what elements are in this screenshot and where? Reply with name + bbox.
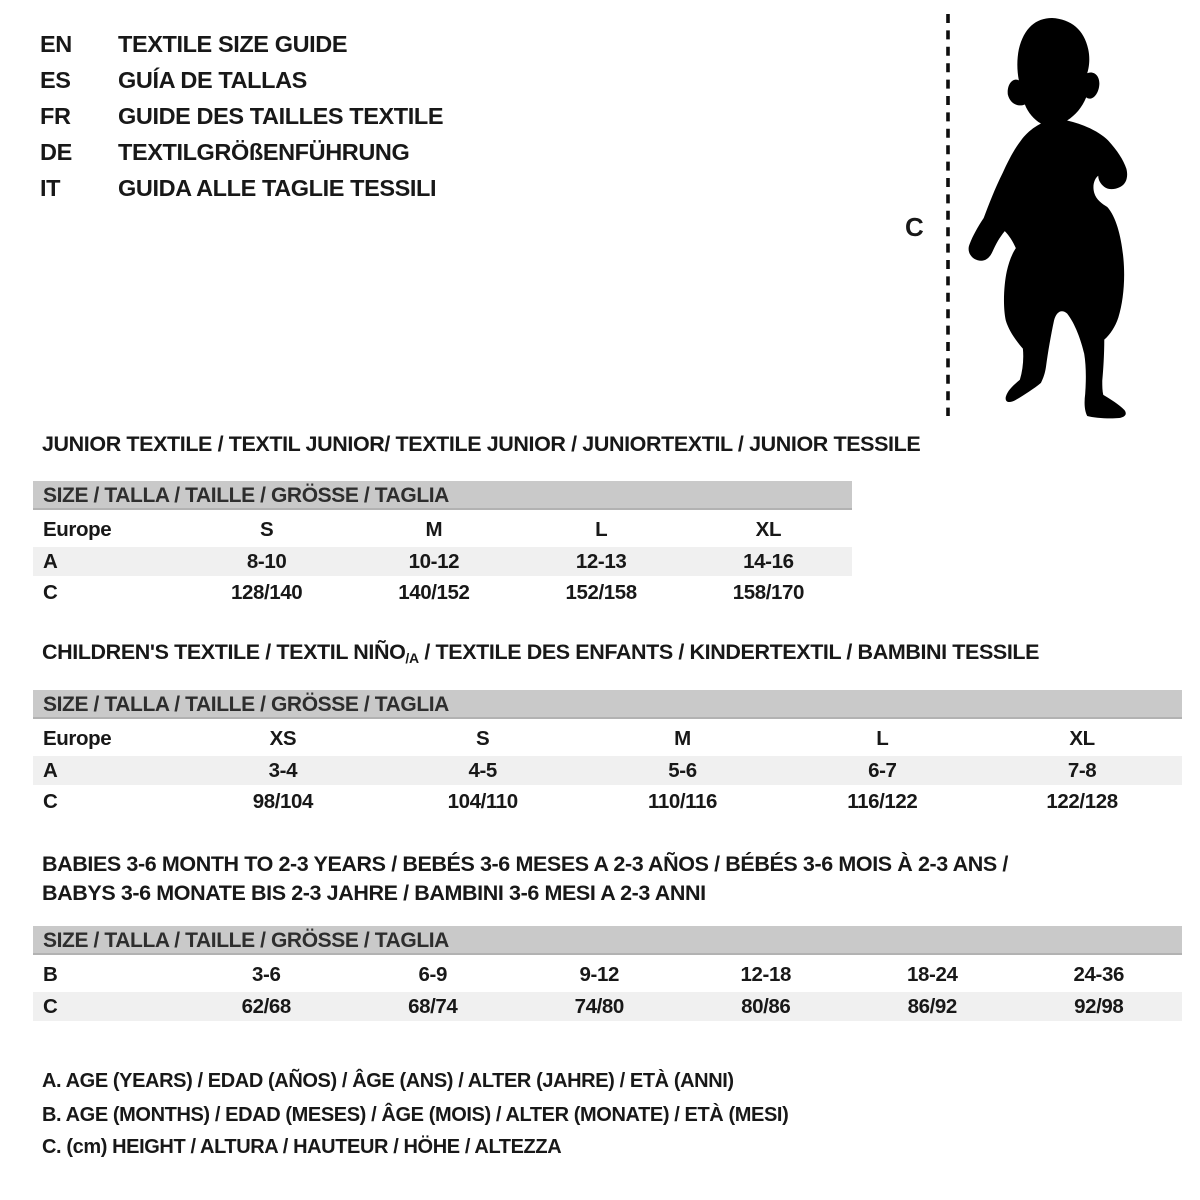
row-label: C bbox=[43, 995, 58, 1018]
table-row-age bbox=[33, 547, 852, 576]
lang-code: FR bbox=[40, 103, 71, 129]
lang-code: DE bbox=[40, 139, 72, 165]
junior-size-table bbox=[33, 481, 852, 610]
row-label: Europe bbox=[43, 518, 112, 541]
junior-table-title: JUNIOR TEXTILE / TEXTIL JUNIOR/ TEXTILE JUNIOR / JUNIORTEXTIL / JUNIOR TESSILE bbox=[42, 432, 921, 456]
lang-title: GUIDE DES TAILLES TEXTILE bbox=[118, 103, 444, 129]
lang-code: EN bbox=[40, 31, 72, 57]
table-row-europe bbox=[33, 513, 852, 547]
value-cell: 152/158 bbox=[565, 581, 637, 604]
value-cell: 128/140 bbox=[230, 581, 303, 604]
lang-title: GUÍA DE TALLAS bbox=[118, 67, 307, 93]
legend-age-years: A. AGE (YEARS) / EDAD (AÑOS) / ÂGE (ANS) / ALTER (JAHRE) / ETÀ (ANNI) bbox=[42, 1070, 734, 1092]
lang-row-it bbox=[40, 170, 443, 206]
size-cell: L bbox=[876, 727, 889, 750]
size-cell: XS bbox=[269, 727, 297, 750]
legend-height-cm: C. (cm) HEIGHT / ALTURA / HAUTEUR / HÖHE / ALTEZZA bbox=[42, 1136, 562, 1158]
size-header-bar: SIZE / TALLA / TAILLE / GRÖSSE / TAGLIA bbox=[33, 926, 1182, 955]
babies-size-table bbox=[33, 926, 1182, 1021]
lang-row-fr bbox=[40, 98, 443, 134]
value-cell: 5-6 bbox=[668, 759, 697, 782]
size-header-bar: SIZE / TALLA / TAILLE / GRÖSSE / TAGLIA bbox=[33, 690, 1182, 719]
value-cell: 62/68 bbox=[241, 995, 291, 1018]
value-cell: 74/80 bbox=[574, 995, 624, 1018]
size-cell: L bbox=[595, 518, 608, 541]
size-cell: XL bbox=[1069, 727, 1095, 750]
table-row-height bbox=[33, 785, 1182, 819]
table-row-age bbox=[33, 756, 1182, 785]
value-cell: 7-8 bbox=[1067, 759, 1097, 782]
table-row-months bbox=[33, 958, 1182, 992]
value-cell: 3-4 bbox=[268, 759, 298, 782]
value-cell: 24-36 bbox=[1073, 963, 1124, 986]
value-cell: 8-10 bbox=[246, 550, 287, 573]
children-title-pre: CHILDREN'S TEXTILE / TEXTIL NIÑO bbox=[42, 640, 406, 664]
value-cell: 6-7 bbox=[868, 759, 897, 782]
value-cell: 9-12 bbox=[579, 963, 619, 986]
value-cell: 12-18 bbox=[740, 963, 791, 986]
lang-title: TEXTILE SIZE GUIDE bbox=[118, 31, 348, 57]
value-cell: 116/122 bbox=[847, 790, 918, 813]
language-header bbox=[40, 26, 443, 206]
value-cell: 110/116 bbox=[647, 790, 718, 813]
children-table-title bbox=[42, 638, 1039, 669]
size-cell: S bbox=[476, 727, 490, 750]
row-label: A bbox=[43, 550, 58, 573]
size-cell: S bbox=[259, 518, 274, 541]
value-cell: 6-9 bbox=[418, 963, 447, 986]
value-cell: 80/86 bbox=[741, 995, 791, 1018]
lang-row-es bbox=[40, 62, 443, 98]
size-cell: M bbox=[674, 727, 691, 750]
value-cell: 3-6 bbox=[252, 963, 281, 986]
lang-title: GUIDA ALLE TAGLIE TESSILI bbox=[118, 175, 437, 201]
value-cell: 92/98 bbox=[1074, 995, 1124, 1018]
row-label: A bbox=[43, 759, 58, 782]
size-cell: XL bbox=[755, 518, 782, 541]
value-cell: 98/104 bbox=[252, 790, 314, 813]
lang-title: TEXTILGRÖßENFÜHRUNG bbox=[118, 139, 410, 165]
children-title-post: / TEXTILE DES ENFANTS / KINDERTEXTIL / BAMBINI TESSILE bbox=[418, 640, 1040, 664]
value-cell: 10-12 bbox=[408, 550, 460, 573]
size-header-bar: SIZE / TALLA / TAILLE / GRÖSSE / TAGLIA bbox=[33, 481, 852, 510]
value-cell: 158/170 bbox=[732, 581, 805, 604]
table-row-europe bbox=[33, 722, 1182, 756]
value-cell: 140/152 bbox=[398, 581, 470, 604]
row-label: C bbox=[43, 581, 58, 604]
size-cell: M bbox=[425, 518, 443, 541]
value-cell: 86/92 bbox=[907, 995, 957, 1018]
babies-table-title-line2: BABYS 3-6 MONATE BIS 2-3 JAHRE / BAMBINI 3-6 MESI A 2-3 ANNI bbox=[42, 881, 706, 905]
legend-age-months: B. AGE (MONTHS) / EDAD (MESES) / ÂGE (MOIS) / ALTER (MONATE) / ETÀ (MESI) bbox=[42, 1104, 789, 1126]
lang-code: ES bbox=[40, 67, 71, 93]
table-row-height bbox=[33, 992, 1182, 1021]
value-cell: 4-5 bbox=[468, 759, 497, 782]
value-cell: 18-24 bbox=[907, 963, 958, 986]
babies-table-title-line1: BABIES 3-6 MONTH TO 2-3 YEARS / BEBÉS 3-6 MESES A 2-3 AÑOS / BÉBÉS 3-6 MOIS À 2-3 ANS / bbox=[42, 852, 1008, 876]
table-row-height bbox=[33, 576, 852, 610]
children-title-sub: /A bbox=[405, 650, 419, 666]
value-cell: 12-13 bbox=[575, 550, 627, 573]
value-cell: 122/128 bbox=[1046, 790, 1118, 813]
value-cell: 14-16 bbox=[743, 550, 794, 573]
value-cell: 68/74 bbox=[408, 995, 458, 1018]
lang-code: IT bbox=[40, 175, 61, 201]
children-size-table bbox=[33, 690, 1182, 819]
height-measure-line-icon bbox=[945, 14, 951, 416]
lang-row-de bbox=[40, 134, 443, 170]
value-cell: 104/110 bbox=[447, 790, 518, 813]
lang-row-en bbox=[40, 26, 443, 62]
row-label: C bbox=[43, 790, 58, 813]
height-measure-label: C bbox=[905, 212, 924, 242]
row-label: Europe bbox=[43, 727, 112, 750]
toddler-silhouette-icon bbox=[962, 16, 1134, 420]
row-label: B bbox=[43, 963, 58, 986]
